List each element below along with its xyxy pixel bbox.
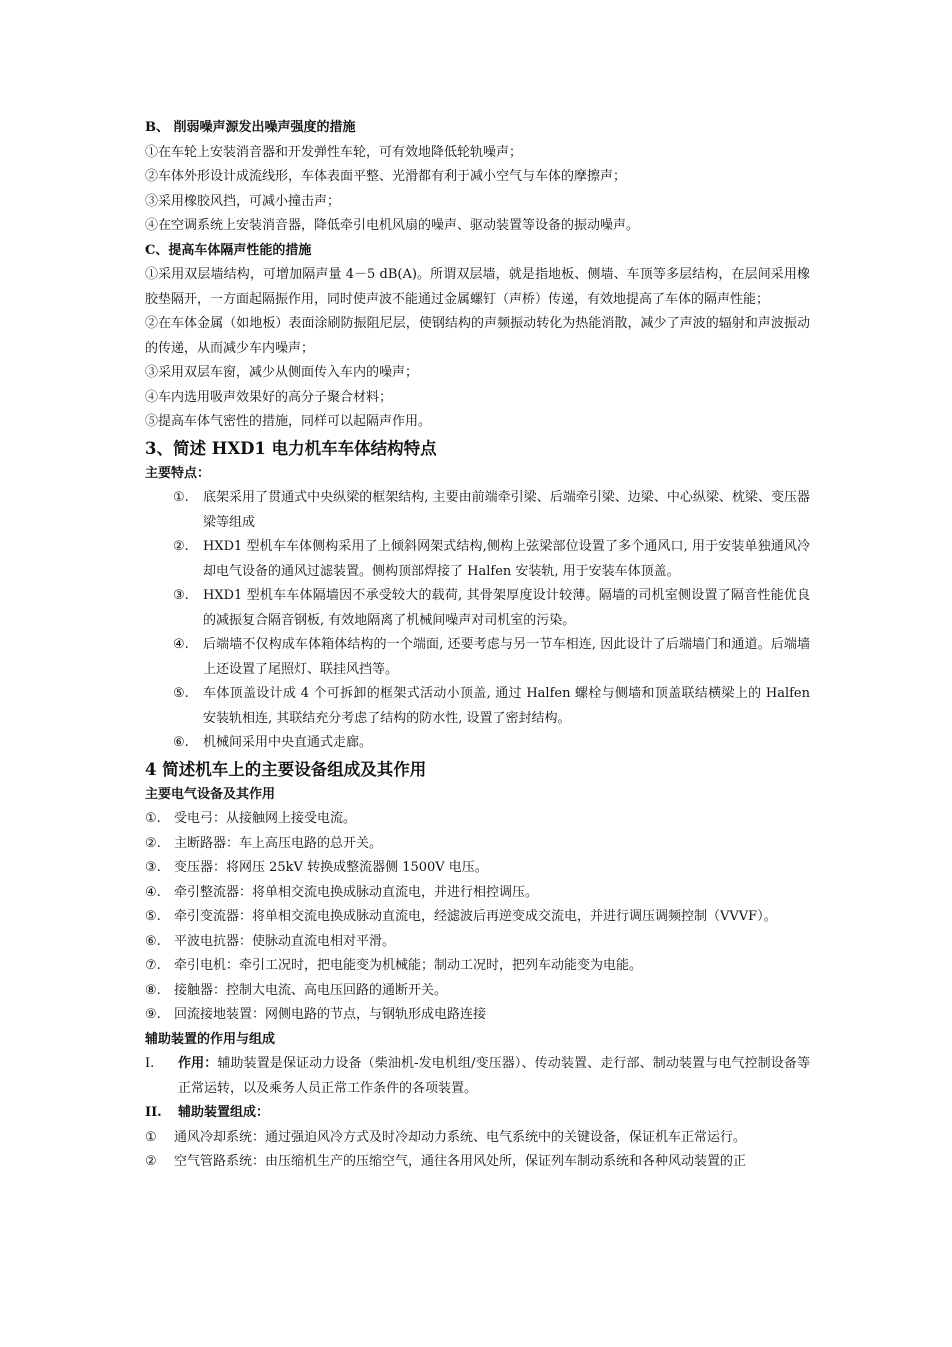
section-b-item-3: ③采用橡胶风挡，可减小撞击声； xyxy=(145,193,341,209)
electric-item-4 xyxy=(145,881,810,906)
item-text: 底架采用了贯通式中央纵梁的框架结构, 主要由前端牵引梁、后端牵引梁、边梁、中心纵梁、枕梁、变压器梁等组成 xyxy=(203,490,810,530)
section-3-item-5 xyxy=(145,682,810,731)
section-c-heading: C、提高车体隔声性能的措施 xyxy=(145,242,312,258)
item-number: ⑤. xyxy=(173,686,189,701)
aux-purpose-text: 辅助装置是保证动力设备（柴油机-发电机组/变压器）、传动装置、走行部、制动装置与电气控制设备等正常运转，以及乘务人员正常工作条件的各项装置。 xyxy=(178,1056,810,1096)
roman-number: I. xyxy=(145,1056,155,1071)
section-c-item-1: ①采用双层墙结构，可增加隔声量 4－5 dB(A)。所谓双层墙，就是指地板、侧墙、车顶等多层结构，在层间采用橡胶垫隔开，一方面起隔振作用，同时使声波不能通过金属螺钉（声桥）传递，有效地提高了车体的隔声性能； xyxy=(145,267,810,307)
section-c-item-2: ②在车体金属（如地板）表面涂刷防振阻尼层，使钢结构的声频振动转化为热能消散，减少了声波的辐射和声波振动的传递，从而减少车内噪声； xyxy=(145,316,810,356)
electric-item-5 xyxy=(145,905,810,930)
section-c-item-4: ④车内选用吸声效果好的高分子聚合材料； xyxy=(145,389,393,405)
electric-item-3 xyxy=(145,856,810,881)
section-3-item-3 xyxy=(145,584,810,633)
document-page xyxy=(145,116,810,1175)
item-number: ⑨. xyxy=(145,1007,161,1022)
section-b-item-1: ①在车轮上安装消音器和开发弹性车轮，可有效地降低轮轨噪声； xyxy=(145,144,523,160)
aux-item-2 xyxy=(145,1150,810,1175)
aux-heading: 辅助装置的作用与组成 xyxy=(145,1031,276,1047)
aux-composition-label: 辅助装置组成： xyxy=(178,1105,270,1120)
item-text: 通风冷却系统：通过强迫风冷方式及时冷却动力系统、电气系统中的关键设备，保证机车正常运行。 xyxy=(174,1129,747,1145)
electric-item-1 xyxy=(145,807,810,832)
aux-purpose-label: 作用： xyxy=(178,1056,218,1071)
aux-item-1 xyxy=(145,1126,810,1151)
item-text: 主断路器：车上高压电路的总开关。 xyxy=(174,835,383,851)
section-c-item-5: ⑤提高车体气密性的措施，同样可以起隔声作用。 xyxy=(145,414,432,429)
item-text: HXD1 型机车车体隔墙因不承受较大的载荷, 其骨架厚度设计较薄。隔墙的司机室侧设置了隔音性能优良的减振复合隔音钢板, 有效地隔离了机械间噪声对司机室的污染。 xyxy=(203,588,810,628)
aux-purpose xyxy=(145,1052,810,1101)
electric-item-7 xyxy=(145,954,810,979)
section-3-item-6 xyxy=(145,731,810,756)
section-b-heading: B、 削弱噪声源发出噪声强度的措施 xyxy=(145,120,356,135)
electric-item-6 xyxy=(145,930,810,955)
item-number: ⑥. xyxy=(145,933,161,949)
item-number: ② xyxy=(145,1154,157,1169)
item-text: 受电弓：从接触网上接受电流。 xyxy=(174,811,357,826)
item-number: ⑦. xyxy=(145,958,161,973)
item-text: 平波电抗器：使脉动直流电相对平滑。 xyxy=(174,933,396,949)
item-number: ④. xyxy=(173,637,189,652)
item-number: ⑧. xyxy=(145,982,161,998)
item-number: ③. xyxy=(173,588,189,603)
item-text: 后端墙不仅构成车体箱体结构的一个端面, 还要考虑与另一节车相连, 因此设计了后端墙门和通道。后端墙上还设置了尾照灯、联挂风挡等。 xyxy=(203,637,810,677)
item-text: 接触器：控制大电流、高电压回路的通断开关。 xyxy=(174,982,448,998)
section-c-item-3: ③采用双层车窗，减少从侧面传入车内的噪声； xyxy=(145,365,419,380)
item-number: ①. xyxy=(145,811,161,826)
item-text: 车体顶盖设计成 4 个可拆卸的框架式活动小顶盖, 通过 Halfen 螺栓与侧墙和顶盖联结横梁上的 Halfen 安装轨相连, 其联结充分考虑了结构的防水性, 设置了密封结构。 xyxy=(203,686,810,726)
electric-item-2 xyxy=(145,832,810,857)
item-number: ① xyxy=(145,1129,157,1145)
item-text: 牵引变流器：将单相交流电换成脉动直流电，经滤波后再逆变成交流电，并进行调压调频控制（VVVF）。 xyxy=(174,909,777,924)
item-text: HXD1 型机车车体侧构采用了上倾斜网架式结构,侧构上弦梁部位设置了多个通风口, 用于安装单独通风冷却电气设备的通风过滤装置。侧构顶部焊接了 Halfen 安装轨, 用于安装车体顶盖。 xyxy=(203,539,810,579)
electric-item-8 xyxy=(145,979,810,1004)
roman-number: II. xyxy=(145,1105,162,1120)
section-4-title: 4 简述机车上的主要设备组成及其作用 xyxy=(145,759,427,779)
item-number: ②. xyxy=(173,539,189,554)
section-3-item-4 xyxy=(145,633,810,682)
section-3-subheading: 主要特点： xyxy=(145,465,211,481)
section-b-item-4: ④在空调系统上安装消音器，降低牵引电机风扇的噪声、驱动装置等设备的振动噪声。 xyxy=(145,218,640,233)
section-3-title: 3、简述 HXD1 电力机车车体结构特点 xyxy=(145,438,437,458)
item-text: 牵引电机：牵引工况时，把电能变为机械能；制动工况时，把列车动能变为电能。 xyxy=(174,958,643,973)
item-number: ⑤. xyxy=(145,909,161,924)
item-number: ③. xyxy=(145,860,161,875)
section-3-item-2 xyxy=(145,535,810,584)
aux-composition xyxy=(145,1101,810,1126)
item-number: ①. xyxy=(173,490,189,505)
item-text: 回流接地装置：网侧电路的节点，与钢轨形成电路连接 xyxy=(174,1007,487,1022)
section-3-item-1 xyxy=(145,486,810,535)
electric-item-9 xyxy=(145,1003,810,1028)
item-text: 空气管路系统：由压缩机生产的压缩空气，通往各用风处所，保证列车制动系统和各种风动装置的正 xyxy=(174,1154,747,1169)
section-4-subheading: 主要电气设备及其作用 xyxy=(145,786,276,802)
item-text: 机械间采用中央直通式走廊。 xyxy=(203,735,373,750)
item-number: ②. xyxy=(145,835,161,851)
section-b-item-2: ②车体外形设计成流线形，车体表面平整、光滑都有利于减小空气与车体的摩擦声； xyxy=(145,169,627,184)
item-number: ④. xyxy=(145,884,161,900)
item-number: ⑥. xyxy=(173,735,189,750)
item-text: 变压器：将网压 25kV 转换成整流器侧 1500V 电压。 xyxy=(174,860,488,875)
item-text: 牵引整流器：将单相交流电换成脉动直流电，并进行相控调压。 xyxy=(174,884,539,900)
